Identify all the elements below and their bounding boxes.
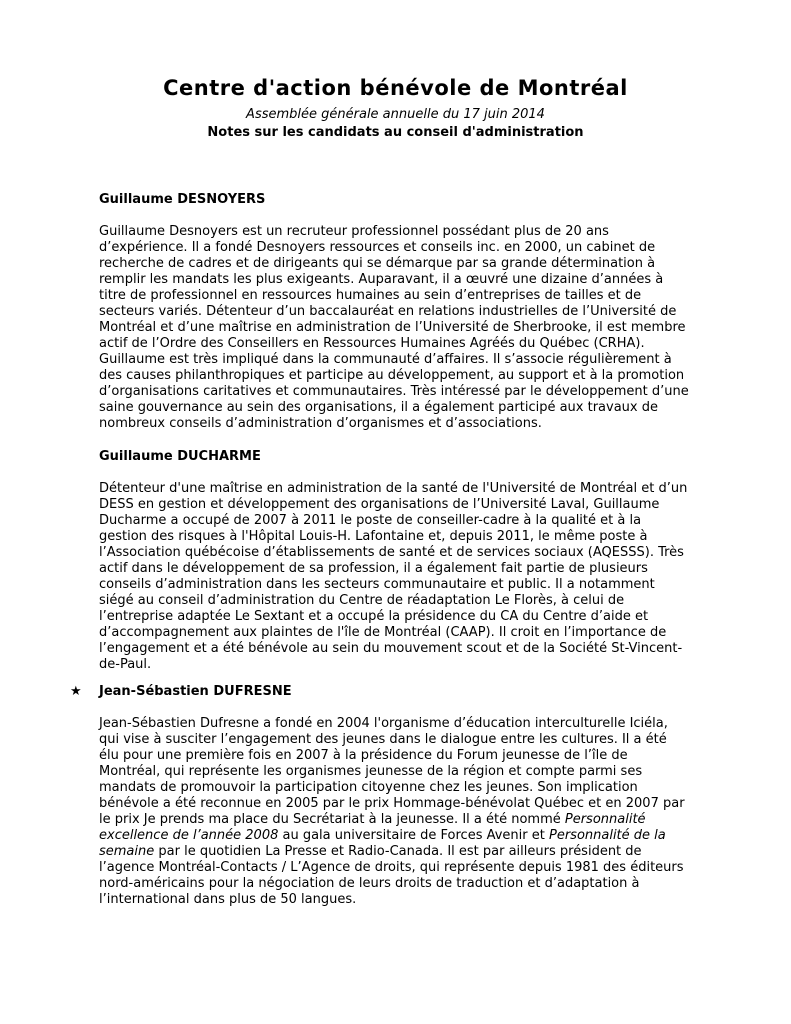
document-subtitle: Assemblée générale annuelle du 17 juin 2014: [246, 107, 545, 122]
bio-line: secteurs variés. Détenteur d’un baccalauréat en relations industrielles de l’Université de: [99, 304, 677, 319]
candidate-name: Jean-Sébastien DUFRESNE: [99, 684, 292, 699]
bio-line: l’engagement et a été bénévole au sein du mouvement scout et de la Société St-Vincent-: [99, 641, 683, 656]
bio-emphasis: Personnalité de la: [548, 828, 666, 843]
bio-line: [99, 828, 699, 844]
bio-line: Détenteur d'une maîtrise en administration de la santé de l'Université de Montréal et d’un: [99, 481, 688, 496]
bio-text: par le quotidien La Presse et Radio-Canada. Il est par ailleurs président de: [154, 844, 642, 859]
candidate-bio: [99, 716, 699, 908]
bio-line: gestion des risques à l'Hôpital Louis-H. Lafontaine et, depuis 2011, le même poste à: [99, 529, 648, 544]
bio-line: qui vise à susciter l’engagement des jeunes dans le dialogue entre les cultures. Il a été: [99, 732, 667, 747]
candidate-bio: [99, 224, 699, 432]
candidate-name: Guillaume DESNOYERS: [99, 192, 266, 207]
bio-line: d’expérience. Il a fondé Desnoyers ressources et conseils inc. en 2000, un cabinet de: [99, 240, 656, 255]
bio-text: le prix Je prends ma place du Secrétariat à la jeunesse. Il a été nommé: [99, 812, 565, 827]
bio-line: de-Paul.: [99, 657, 152, 672]
bio-line: l’agence Montréal-Contacts / L’Agence de droits, qui représente depuis 1981 des éditeurs: [99, 860, 684, 875]
bio-line: mandats de promouvoir la participation citoyenne chez les jeunes. Son implication: [99, 780, 638, 795]
bio-line: remplir les mandats les plus exigeants. Auparavant, il a œuvré une dizaine d’années à: [99, 272, 664, 287]
bio-line: actif dans le développement de sa profession, il a également fait partie de plusieurs: [99, 561, 648, 576]
candidate-name: Guillaume DUCHARME: [99, 449, 261, 464]
bio-line: nombreux conseils d’administration d’organismes et d’associations.: [99, 416, 542, 431]
bio-line: nord-américains pour la négociation de leurs droits de traduction et d’adaptation à: [99, 876, 640, 891]
bio-line: conseils d’administration dans les secteurs communautaire et public. Il a notamment: [99, 577, 655, 592]
bio-line: titre de professionnel en ressources humaines au sein d’entreprises de tailles et de: [99, 288, 642, 303]
document-title: Centre d'action bénévole de Montréal: [163, 76, 628, 100]
bio-line: [99, 812, 699, 828]
bio-line: [99, 844, 699, 860]
bio-line: saine gouvernance au sein des organisations, il a également participé aux travaux de: [99, 400, 658, 415]
bio-line: l’Association québécoise d’établissements de santé et de services sociaux (AQESSS). Très: [99, 545, 684, 560]
bio-emphasis: excellence de l’année 2008: [99, 828, 279, 843]
bio-line: Ducharme a occupé de 2007 à 2011 le poste de conseiller-cadre à la qualité et à la: [99, 513, 642, 528]
bio-line: siégé au conseil d’administration du Centre de réadaptation Le Florès, à celui de: [99, 593, 625, 608]
bio-line: des causes philanthropiques et participe au développement, au support et à la promotion: [99, 368, 685, 383]
candidate-bio: [99, 481, 699, 673]
star-icon: ★: [70, 684, 82, 699]
bio-line: Jean-Sébastien Dufresne a fondé en 2004 l'organisme d’éducation interculturelle Iciéla,: [99, 716, 668, 731]
bio-line: Montréal, qui représente les organismes jeunesse de la région et compte parmi ses: [99, 764, 643, 779]
bio-line: DESS en gestion et développement des organisations de l’Université Laval, Guillaume: [99, 497, 660, 512]
bio-line: Montréal et d’une maîtrise en administration de l’Université de Sherbrooke, il est membre: [99, 320, 686, 335]
bio-line: Guillaume est très impliqué dans la communauté d’affaires. Il s’associe régulièrement à: [99, 352, 672, 367]
bio-emphasis: Personnalité: [564, 812, 646, 827]
bio-line: l’international dans plus de 50 langues.: [99, 892, 357, 907]
document-heading: Notes sur les candidats au conseil d'administration: [207, 125, 584, 140]
bio-line: élu pour une première fois en 2007 à la présidence du Forum jeunesse de l’île de: [99, 748, 628, 763]
bio-line: actif de l’Ordre des Conseillers en Ressources Humaines Agréés du Québec (CRHA).: [99, 336, 645, 351]
bio-line: d’accompagnement aux plaintes de l'île de Montréal (CAAP). Il croit en l’importance de: [99, 625, 667, 640]
bio-line: recherche de cadres et de dirigeants qui se démarque par sa grande détermination à: [99, 256, 656, 271]
bio-line: l’entreprise adaptée Le Sextant et a occupé la présidence du CA du Centre d’aide et: [99, 609, 649, 624]
bio-line: bénévole a été reconnue en 2005 par le prix Hommage-bénévolat Québec et en 2007 par: [99, 796, 685, 811]
bio-text: au gala universitaire de Forces Avenir et: [278, 828, 549, 843]
bio-line: Guillaume Desnoyers est un recruteur professionnel possédant plus de 20 ans: [99, 224, 609, 239]
bio-emphasis: semaine: [99, 844, 155, 859]
bio-line: d’organisations caritatives et communautaires. Très intéressé par le développement d’une: [99, 384, 689, 399]
